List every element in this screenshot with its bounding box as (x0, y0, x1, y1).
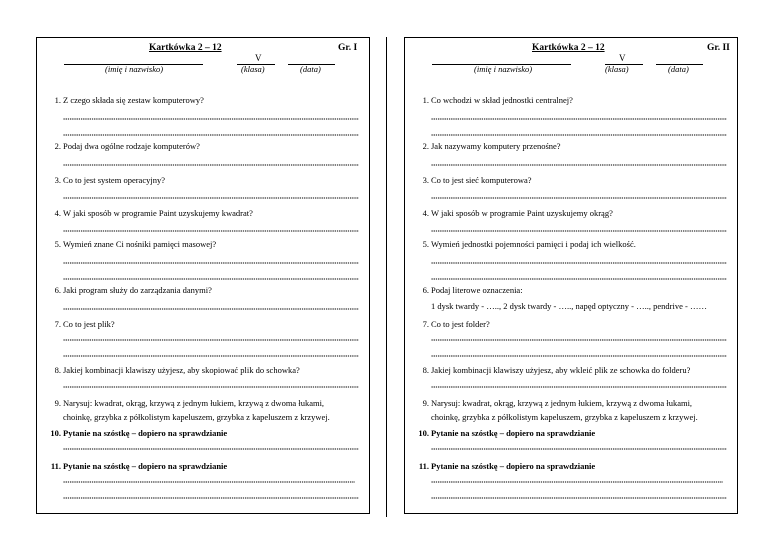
answer-line[interactable] (63, 339, 359, 341)
question-text: Podaj literowe oznaczenia: (431, 285, 523, 295)
answer-line[interactable] (431, 355, 727, 357)
answer-line[interactable] (431, 448, 727, 450)
answer-line[interactable] (63, 164, 359, 166)
date-label: (data) (668, 64, 689, 74)
question-text: Wymień znane Ci nośniki pamięci masowej? (63, 239, 217, 249)
question-text: Z czego składa się zestaw komputerowy? (63, 95, 204, 105)
question-text: Pytanie na szóstkę – dopiero na sprawdzianie (63, 461, 228, 471)
question-text: Co to jest sieć komputerowa? (431, 175, 532, 185)
answer-line[interactable] (63, 386, 359, 388)
answer-line[interactable] (431, 230, 727, 232)
question-text: Jakiej kombinacji klawiszy użyjesz, aby wkleić plik ze schowka do folderu? (431, 365, 691, 375)
name-label: (imię i nazwisko) (105, 64, 164, 74)
question-text: Narysuj: kwadrat, okrąg, krzywą z jednym łukiem, krzywą z dwoma łukami, (431, 398, 693, 408)
group-label: Gr. I (338, 43, 358, 53)
question-number: 9. (422, 398, 429, 408)
question-number: 1. (422, 95, 429, 105)
answer-line[interactable] (63, 118, 359, 120)
question-text: Pytanie na szóstkę – dopiero na sprawdzianie (63, 428, 228, 438)
question-text-continued: choinkę, grzybka z półkolistym kapeluszem, grzybka z kapeluszem z krzywej. (431, 412, 698, 422)
answer-line[interactable] (63, 355, 359, 357)
question-number: 11. (50, 461, 61, 471)
quiz-title: Kartkówka 2 – 12 (532, 43, 605, 53)
answer-line[interactable] (63, 497, 359, 499)
question-number: 3. (422, 175, 429, 185)
question-text: Podaj dwa ogólne rodzaje komputerów? (63, 141, 200, 151)
class-label: (klasa) (241, 64, 265, 74)
question-text: Co wchodzi w skład jednostki centralnej? (431, 95, 573, 105)
question-number: 8. (54, 365, 61, 375)
question-number: 8. (422, 365, 429, 375)
answer-line[interactable] (431, 118, 727, 120)
quiz-title: Kartkówka 2 – 12 (149, 43, 222, 53)
question-number: 2. (422, 141, 429, 151)
question-text: Narysuj: kwadrat, okrąg, krzywą z jednym łukiem, krzywą z dwoma łukami, (63, 398, 325, 408)
class-value: V (619, 53, 626, 63)
question-text: Co to jest system operacyjny? (63, 175, 165, 185)
answer-line[interactable] (63, 448, 359, 450)
answer-line[interactable] (63, 230, 359, 232)
question-text: W jaki sposób w programie Paint uzyskujemy kwadrat? (63, 208, 253, 218)
answer-line[interactable] (431, 164, 727, 166)
question-number: 3. (54, 175, 61, 185)
question-text: Pytanie na szóstkę – dopiero na sprawdzianie (431, 428, 596, 438)
answer-line[interactable] (63, 481, 355, 483)
question-text-continued: choinkę, grzybka z półkolistym kapeluszem, grzybka z kapeluszem z krzywej. (63, 412, 330, 422)
page-divider (386, 37, 387, 517)
question-number: 6. (422, 285, 429, 295)
question-number: 5. (422, 239, 429, 249)
answer-line[interactable] (431, 497, 727, 499)
question-text: Co to jest plik? (63, 319, 115, 329)
question-text: Pytanie na szóstkę – dopiero na sprawdzianie (431, 461, 596, 471)
question-number: 10. (418, 428, 429, 438)
date-label: (data) (300, 64, 321, 74)
question-text: Wymień jednostki pojemności pamięci i podaj ich wielkość. (431, 239, 636, 249)
question-number: 7. (422, 319, 429, 329)
question-text-continued: 1 dysk twardy - ….., 2 dysk twardy - ….., napęd optyczny - ….., pendrive - …… (431, 301, 707, 311)
answer-line[interactable] (63, 262, 359, 264)
answer-line[interactable] (431, 481, 723, 483)
question-number: 11. (418, 461, 429, 471)
question-number: 10. (50, 428, 61, 438)
class-label: (klasa) (605, 64, 629, 74)
answer-line[interactable] (431, 262, 727, 264)
answer-line[interactable] (63, 278, 359, 280)
answer-line[interactable] (63, 308, 359, 310)
question-number: 1. (54, 95, 61, 105)
question-text: Jaki program służy do zarządzania danymi? (63, 285, 212, 295)
question-number: 2. (54, 141, 61, 151)
question-number: 4. (422, 208, 429, 218)
question-text: Jak nazywamy komputery przenośne? (431, 141, 561, 151)
answer-line[interactable] (431, 197, 727, 199)
question-number: 7. (54, 319, 61, 329)
group-label: Gr. II (707, 43, 730, 53)
name-label: (imię i nazwisko) (474, 64, 533, 74)
answer-line[interactable] (431, 386, 727, 388)
answer-line[interactable] (431, 134, 727, 136)
question-number: 5. (54, 239, 61, 249)
quiz-card-group-1 (36, 37, 370, 514)
answer-line[interactable] (63, 134, 359, 136)
question-number: 4. (54, 208, 61, 218)
answer-line[interactable] (431, 278, 727, 280)
class-value: V (255, 53, 262, 63)
quiz-card-group-2 (404, 37, 738, 514)
answer-line[interactable] (63, 197, 359, 199)
question-text: Co to jest folder? (431, 319, 490, 329)
question-number: 9. (54, 398, 61, 408)
answer-line[interactable] (431, 339, 727, 341)
question-text: Jakiej kombinacji klawiszy użyjesz, aby skopiować plik do schowka? (63, 365, 300, 375)
question-text: W jaki sposób w programie Paint uzyskujemy okrąg? (431, 208, 613, 218)
question-number: 6. (54, 285, 61, 295)
